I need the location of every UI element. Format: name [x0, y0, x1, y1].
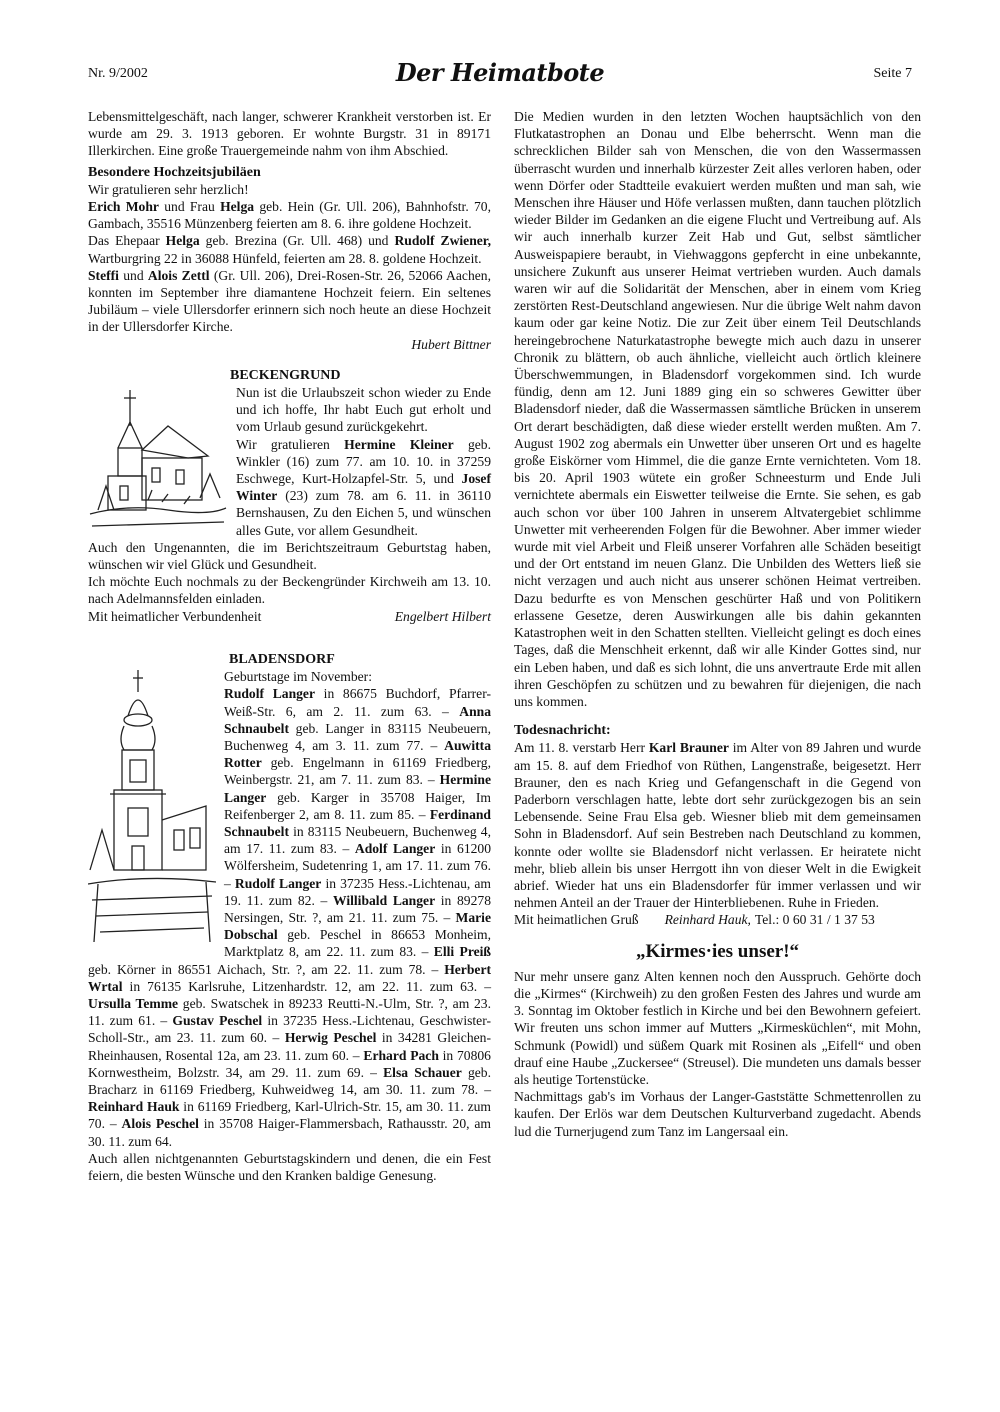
birthday-name: Alois Peschel	[121, 1116, 199, 1132]
kirmes-p2: Nachmittags gab's im Vorhaus der Langer-Gaststätte Schmettenrollen zu kaufen. Der Erlös war dem Deutschen Kulturverband zugedacht. Abends lud die Turnerjugend zum Tanz im Langersaal ein.	[514, 1089, 921, 1139]
birthday-details: geb. Swatschek in 89233 Reutti-N.-Ulm, Str. ?, am 23. 11. zum 61. –	[88, 995, 491, 1029]
jubilee-entry: Steffi und Alois Zettl (Gr. Ull. 206), Drei-Rosen-Str. 26, 52066 Aachen, konnten im September ihre diamantene Hochzeit feiern. Ein seltenes Jubiläum – viele Ullersdorfer erinnern sich noch heute an diese Hochzeit in der Ullersdorfer Kirche.	[88, 267, 491, 335]
beckengrund-p1: Nun ist die Urlaubszeit schon wieder zu Ende und ich hoffe, Ihr habt Euch gut erholt und vom Urlaub gesund zurückgekehrt.	[236, 385, 491, 435]
birthday-name: Elli Preiß	[433, 944, 491, 960]
birthday-details: in 61200 Wölfersheim, Sudetenring 1, am 17. 11. zum 76. –	[224, 841, 492, 891]
kirmes-heading: „Kirmes·ies unser!“	[635, 940, 800, 962]
signature-hilbert: Mit heimatlicher Verbundenheit Engelbert Hilbert	[88, 608, 491, 624]
jubilee-heading: Besondere Hochzeitsjubiläen	[88, 164, 261, 180]
birthday-name: Ursulla Temme	[88, 995, 179, 1011]
jubilee-entry: Erich Mohr und Frau Helga geb. Hein (Gr. Ull. 206), Bahnhofstr. 70, Gambach, 35516 Münzenberg feierten am 8. 6. ihre goldene Hochzeit.	[88, 199, 491, 232]
obituary-intro: Lebensmittelgeschäft, nach langer, schwerer Krankheit verstorben ist. Er wurde am 29. 3. 1913 geboren. Er wohnte Burgstr. 31 in 89171 Illerkirchen. Eine große Trauergemeinde nahm von ihm Abschied.	[88, 109, 491, 159]
bladensdorf-outro: Auch allen nichtgenannten Geburtstagskindern und denen, die ein Fest feiern, die besten Wünsche und den Kranken baldige Genesung.	[88, 1150, 491, 1183]
birthday-details: geb. Engelmann in 61169 Friedberg, Weinbergstr. 21, am 7. 11. zum 83. –	[224, 755, 491, 788]
birthday-name: Rudolf Langer	[224, 686, 315, 702]
issue-number: Nr. 9/2002	[88, 66, 148, 81]
birthday-details: in 86675 Buchdorf, Pfarrer-Weiß-Str. 6, am 2. 11. zum 63. –	[224, 686, 491, 719]
newspaper-title: Der Heimatbote	[395, 58, 605, 87]
birthday-details: geb. Karger in 35708 Haiger, Im Reifenberger 2, am 8. 11. zum 85. –	[224, 789, 491, 822]
birthday-name: Gustav Peschel	[172, 1013, 263, 1029]
birthday-details: in 37235 Hess.-Lichtenau, Geschwister-Scholl-Str., am 23. 11. zum 60. –	[88, 1013, 491, 1046]
birthday-name: Adolf Langer	[354, 841, 436, 857]
page-header	[88, 58, 912, 88]
jubilee-entry: Das Ehepaar Helga geb. Brezina (Gr. Ull. 468) und Rudolf Zwiener, Wartburgring 22 in 36088 Hünfeld, feierten am 28. 8. goldene Hochzeit.	[88, 233, 491, 266]
birthday-name: Reinhard Hauk	[88, 1099, 180, 1115]
birthday-details: in 61169 Friedberg, Karl-Ulrich-Str. 15, am 30. 11. zum 70. –	[88, 1099, 491, 1132]
birthday-details: in 34281 Gleichen-Rheinhausen, Rosental 12a, am 23. 11. zum 60. –	[88, 1030, 491, 1063]
right-column	[514, 108, 921, 1140]
signature-bittner: Hubert Bittner	[411, 336, 491, 352]
birthday-details: geb. Bracharz in 61169 Friedberg, Kuhweidweg 14, am 30. 11. zum 78. –	[88, 1064, 491, 1097]
birthday-details: in 76135 Karlsruhe, Litzenhardstr. 12, am 22. 11. zum 63. –	[122, 978, 491, 994]
birthday-details: in 89278 Nersingen, Str. ?, am 21. 11. zum 75. –	[224, 892, 491, 925]
beckengrund-p4: Ich möchte Euch nochmals zu der Beckengründer Kirchweih am 13. 10. nach Adelmannsfelden einladen.	[88, 574, 491, 607]
church-illustration-bladensdorf	[88, 670, 216, 945]
death-heading: Todesnachricht:	[514, 723, 611, 739]
beckengrund-p3: Auch den Ungenannten, die im Berichtszeitraum Geburtstag haben, wünschen wir viel Glück und Gesundheit.	[88, 539, 491, 573]
death-notice: Am 11. 8. verstarb Herr Karl Brauner im Alter von 89 Jahren und wurde am 15. 8. auf dem Friedhof von Rüthen, Langenstraße, beigesetzt. Herr Brauner, den es nach Krieg und Gefangenschaft in die Gegend von Paderborn verschlagen hatte, lebte dort sehr zurückgezogen bis an sein Lebensende. Seine Frau Elsa geb. Wiesner blieb mit dem gemeinsamen Sohn in Bladensdorf. Auf sein Bestreben nach Deutschland zu kommen, konnte oder wollte sie Bladensdorf nicht verlassen. Er heiratete nicht mehr, blieb allein bis unser Herrgott ihn von dieser Welt in die Ewigkeit abrief. Wieder hat uns ein Bladensdorfer für immer verlassen und wir nehmen Anteil an der Trauer der Hinterbliebenen. Ruhe in Frieden.	[514, 740, 922, 911]
bladensdorf-heading: BLADENSDORF	[229, 651, 335, 667]
birthday-name: Marie Dobschal	[224, 909, 491, 943]
birthday-name: Rudolf Langer	[234, 875, 322, 891]
birthday-name: Ferdinand Schnaubelt	[224, 806, 491, 839]
birthday-details: in 70806 Kornwestheim, Bolzstr. 34, am 29. 11. zum 69. –	[88, 1047, 491, 1080]
beckengrund-heading: BECKENGRUND	[230, 367, 341, 383]
birthday-details: in 37235 Hess.-Lichtenau, am 19. 11. zum 82. –	[224, 875, 491, 908]
birthday-name: Erhard Pach	[363, 1047, 439, 1063]
birthday-name: Herbert Wrtal	[88, 961, 491, 994]
birthday-details: in 83115 Neubeuern, Buchenweg 4, am 17. 11. zum 83. –	[224, 823, 491, 857]
church-illustration-beckengrund	[88, 386, 228, 536]
birthday-name: Willibald Langer	[333, 892, 436, 908]
jubilee-greeting: Wir gratulieren sehr herzlich!	[88, 181, 249, 197]
beckengrund-p2: Wir gratulieren Hermine Kleiner geb. Winkler (16) zum 77. am 10. 10. in 37259 Eschwege, Kurt-Holzapfel-Str. 5, und Josef Winter (23) zum 78. am 6. 11. in 36110 Bernshausen, Zu den Eichen 5, und wünschen alles Gute, vor allem Gesundheit.	[236, 436, 491, 538]
page-number: Seite 7	[873, 66, 912, 81]
birthday-details: in 35708 Haiger-Flammersbach, Rathausstr. 20, am 30. 11. zum 64.	[88, 1116, 491, 1149]
birthday-details: geb. Peschel in 86653 Monheim, Marktplatz 8, am 22. 11. zum 83. –	[224, 927, 491, 960]
birthday-name: Hermine Langer	[224, 772, 491, 805]
signature-hauk: Mit heimatlichen Gruß Reinhard Hauk, Tel.: 0 60 31 / 1 37 53	[514, 912, 875, 928]
birthday-name: Auwitta Rotter	[224, 737, 491, 771]
birthday-name: Anna Schnaubelt	[224, 703, 491, 736]
birthday-name: Elsa Schauer	[383, 1064, 462, 1080]
birthday-details: geb. Langer in 83115 Neubeuern, Buchenweg 4, am 3. 11. zum 77. –	[224, 720, 491, 753]
kirmes-p1: Nur mehr unsere ganz Alten kennen noch den Ausspruch. Gehörte doch die „Kirmes“ (Kirchweih) zu den großen Festen des Jahres und wurde am 3. Sonntag im Oktober festlich in Kirche und bei den Bewohnern gefeiert. Wir freuten uns schon immer auf Mutters „Kirmesküchlen“, mit Mohn, Schmunk (Powidl) und süßem Quark mit Rosinen als „Eifell“ und oben drauf eine Haube „Zuckersee“ (Streusel). Die mundeten uns damals besser als heutige Tortenstücke.	[514, 968, 921, 1087]
birthday-details: geb. Körner in 86551 Aichach, Str. ?, am 22. 11. zum 78. –	[88, 961, 445, 977]
flood-article: Die Medien wurden in den letzten Wochen hauptsächlich von den Flutkatastrophen an Donau und Elbe beherrscht. Wenn man die schrecklichen Bilder sah von Menschen, die von den Wassermassen überrascht wurden und innerhalb kürzester Zeit alles verloren haben, oder wenn Dörfer oder Stadtteile evakuiert werden mußten und man sah, wie Menschen ihre Häuser und Höfe verlassen mußten, dann tauchen plötzlich wieder Bilder im Gedanken an die eigene Flucht und Vertreibung auf. Als wir auch innerhalb kurzer Zeit Hab und Gut, selbst sämtlicher Ausweispapiere beraubt, in Viehwaggons gepfercht in eine unbekannte, unsichere Zukunft aus unserer Heimat vertrieben wurden. Auch damals waren wir auf die Solidarität der Menschen, aber in einem vom Krieg zerstörten Rest-Deutschland angewiesen. Nur die übrige Welt nahm davon kaum oder gar keine Notiz. Die zur Zeit über einem Teil Deutschlands hereingebrochene Naturkatastrophe bewegte mich auch dazu in unserer Chronik zu blättern, ob auch ähnliche, vielleicht auch örtlich kleinere Überschwemmungen, in Bladensdorf vorgekommen sind. Ich wurde fündig, denn am 12. Juni 1889 ging ein so schweres Gewitter über Bladensdorf nieder, daß die Wassermassen sämtliche Brücken in unserem Ort derart beschädigten, daß diese wieder erstellt werden mußten. Am 7. August 1902 zog abermals ein Unwetter über unseren Ort und es hagelte große Eiskörner vom Himmel, die die ganze Ernte vernichteten. Vom 18. bis 20. April 1903 wütete ein großer Schneesturm und Ende Juli vernichtete abermals ein Eiswetter teilweise die Ernte. Sie sehen, es gab auch schon vor über 100 Jahren in unserem Altvatergebiet schlimme Unwetter mit verheerenden Folgen für die Bewohner. Aber immer wieder wurde mit viel Arbeit und Fleiß unserer Vorfahren alle Schäden beseitigt und der Ort entstand im neuen Glanz. Die Unbilden des Wetters ließ sie nicht verzagen und auch nicht aus unserer schönen Heimat vertreiben. Dazu bedurfte es von Menschen geschürter Haß und von Politikern erlassene Gesetze, deren Auswirkungen alle bis dahin gekannten Katastrophen weit in den Schatten stellten. Vielleicht gelingt es doch eines Tages, daß die Menschheit erkennt, daß wir alle Kinder Gottes sind, nur ein Leben haben, und daß es sich lohnt, die uns anvertraute Erde mit allen ihren Geschöpfen zu schützen und zu bewahren für diejenigen, die nach uns kommen.	[514, 109, 921, 709]
left-column	[88, 108, 491, 1184]
bladensdorf-birthdays: Geburtstage im November: Rudolf Langer in 86675 Buchdorf, Pfarrer-Weiß-Str. 6, am 2. 11. zum 63. – Anna Schnaubelt geb. Langer in 83115 Neubeuern, Buchenweg 4, am 3. 11. zum 77. – Auwitta Rotter geb. Engelmann in 61169 Friedberg, Weinbergstr. 21, am 7. 11. zum 83. – Hermine Langer geb. Karger in 35708 Haiger, Im Reifenberger 2, am 8. 11. zum 85. – Ferdinand Schnaubelt in 83115 Neubeuern, Buchenweg 4, am 17. 11. zum 83. – Adolf Langer in 61200 Wölfersheim, Sudetenring 1, am 17. 11. zum 76. – Rudolf Langer in 37235 Hess.-Lichtenau, am 19. 11. zum 82. – Willibald Langer in 89278 Nersingen, Str. ?, am 21. 11. zum 75. – Marie Dobschal geb. Peschel in 86653 Monheim, Marktplatz 8, am 22. 11. zum 83. – Elli Preiß geb. Körner in 86551 Aichach, Str. ?, am 22. 11. zum 78. – Herbert Wrtal in 76135 Karlsruhe, Litzenhardstr. 12, am 22. 11. zum 63. – Ursulla Temme geb. Swatschek in 89233 Reutti-N.-Ulm, Str. ?, am 23. 11. zum 61. – Gustav Peschel in 37235 Hess.-Lichtenau, Geschwister-Scholl-Str., am 23. 11. zum 60. – Herwig Peschel in 34281 Gleichen-Rheinhausen, Rosental 12a, am 23. 11. zum 60. – Erhard Pach in 70806 Kornwestheim, Bolzstr. 34, am 29. 11. zum 69. – Elsa Schauer geb. Bracharz in 61169 Friedberg, Kuhweidweg 14, am 30. 11. zum 78. – Reinhard Hauk in 61169 Friedberg, Karl-Ulrich-Str. 15, am 30. 11. zum 70. – Alois Peschel in 35708 Haiger-Flammersbach, Rathausstr. 20, am 30. 11. zum 64.	[88, 669, 492, 1149]
birthday-name: Herwig Peschel	[284, 1030, 377, 1046]
